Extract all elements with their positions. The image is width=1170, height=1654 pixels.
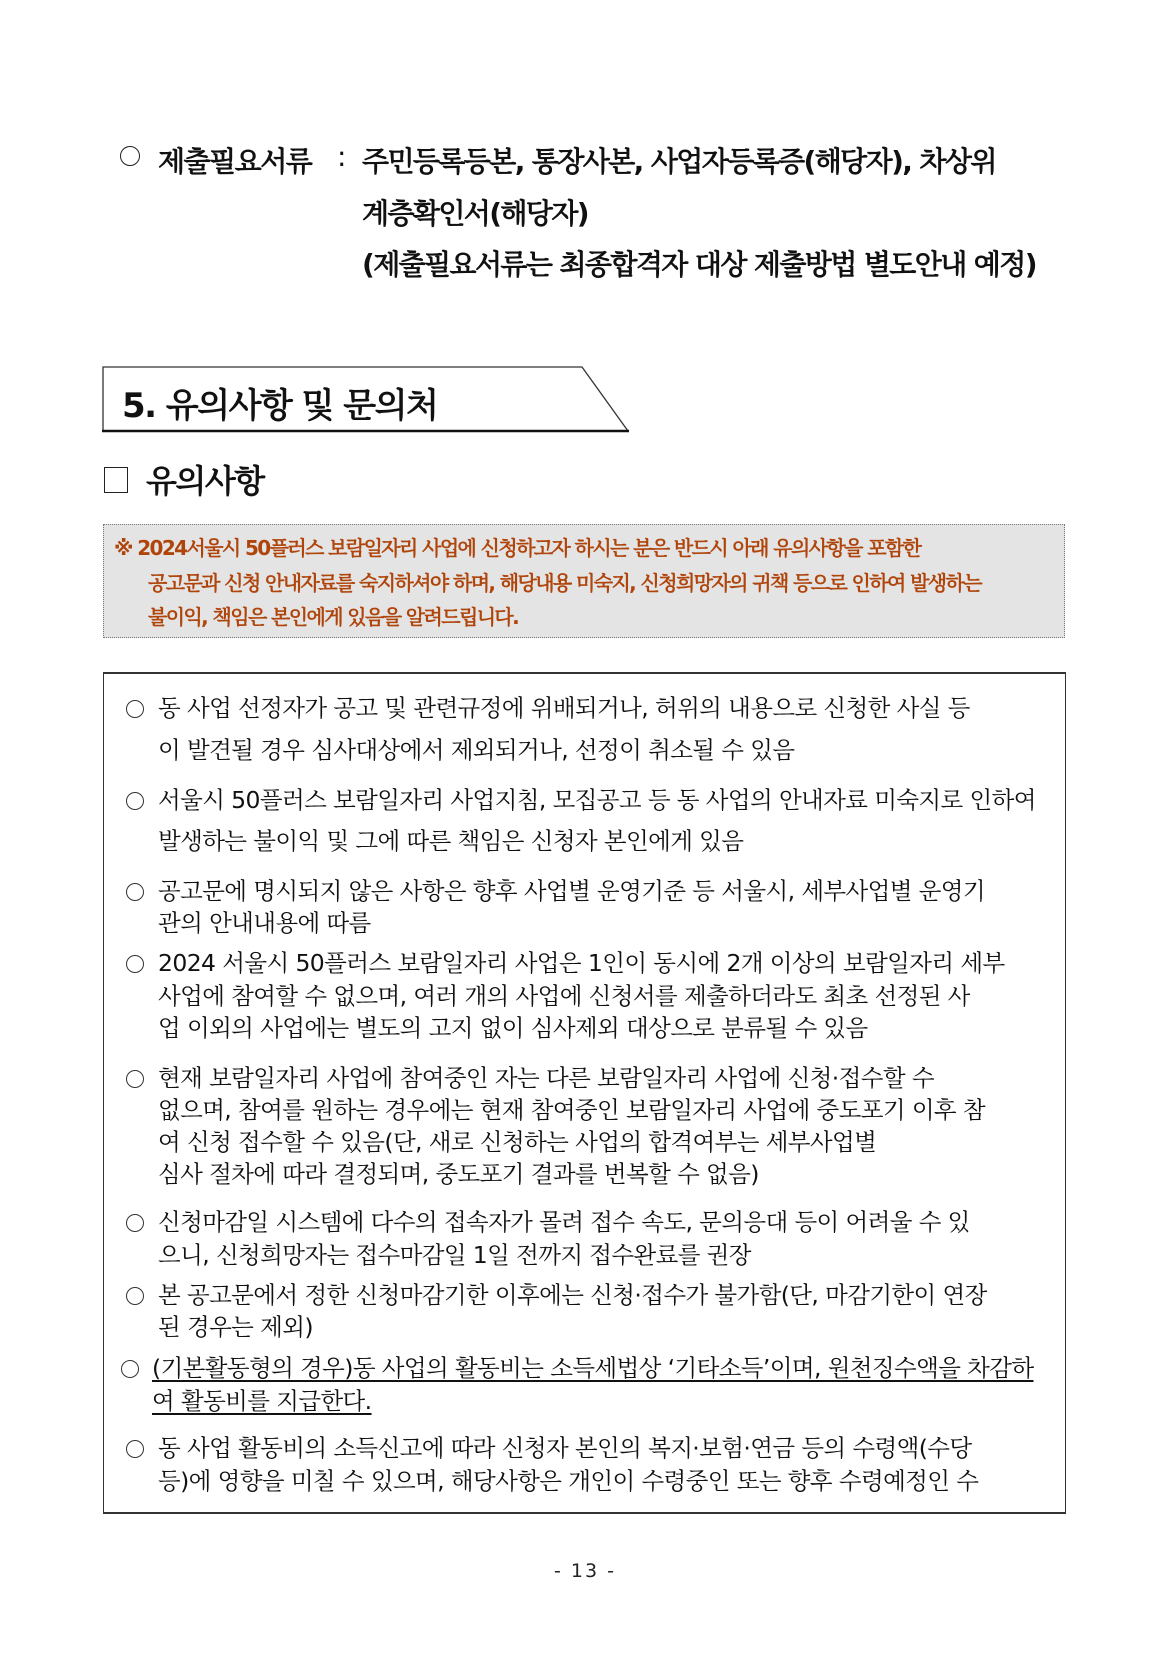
page-number: - 13 - [554, 1560, 616, 1582]
item-text: 여 신청 접수할 수 있음(단, 새로 신청하는 사업의 합격여부는 세부사업별 [158, 1128, 877, 1156]
circle-bullet-icon [126, 1440, 144, 1458]
square-bullet-icon [104, 467, 128, 493]
item-text: 현재 보람일자리 사업에 참여중인 자는 다른 보람일자리 사업에 신청·접수할 수 [158, 1064, 934, 1092]
circle-bullet-icon [121, 1360, 139, 1378]
required-docs-line-2: 계층확인서(해당자) [362, 197, 588, 230]
item-text: 사업에 참여할 수 없으며, 여러 개의 사업에 신청서를 제출하더라도 최초 선정된 사 [158, 982, 970, 1010]
notice-line-3: 불이익, 책임은 본인에게 있음을 알려드립니다. [148, 605, 519, 629]
circle-bullet-icon [126, 1214, 144, 1232]
required-docs-colon: : [337, 140, 347, 173]
circle-bullet-icon [126, 955, 144, 973]
item-text: 서울시 50플러스 보람일자리 사업지침, 모집공고 등 동 사업의 안내자료 미숙지로 인하여 [158, 786, 1036, 814]
item-text: 발생하는 불이익 및 그에 따른 책임은 신청자 본인에게 있음 [158, 827, 744, 855]
notice-line-1: ※ 2024서울시 50플러스 보람일자리 사업에 신청하고자 하시는 분은 반드시 아래 유의사항을 포함한 [114, 536, 921, 560]
item-text: 2024 서울시 50플러스 보람일자리 사업은 1인이 동시에 2개 이상의 보람일자리 세부 [158, 949, 1005, 977]
item-text: 여 활동비를 지급한다. [152, 1387, 372, 1415]
item-text: 관의 안내내용에 따름 [158, 909, 371, 937]
required-docs-line-1: 주민등록등본, 통장사본, 사업자등록증(해당자), 차상위 [362, 145, 996, 178]
subsection-title: 유의사항 [146, 462, 264, 500]
notice-box [103, 524, 1065, 638]
notice-line-2: 공고문과 신청 안내자료를 숙지하셔야 하며, 해당내용 미숙지, 신청희망자의 귀책 등으로 인하여 발생하는 [148, 571, 981, 595]
section-heading [102, 366, 630, 432]
item-text: 본 공고문에서 정한 신청마감기한 이후에는 신청·접수가 불가함(단, 마감기한이 연장 [158, 1281, 987, 1309]
section-title: 5. 유의사항 및 문의처 [122, 386, 438, 426]
required-docs-note: (제출필요서류는 최종합격자 대상 제출방법 별도안내 예정) [362, 248, 1036, 281]
circle-bullet-icon [126, 883, 144, 901]
item-text: 없으며, 참여를 원하는 경우에는 현재 참여중인 보람일자리 사업에 중도포기 이후 참 [158, 1096, 986, 1124]
required-docs-label: 제출필요서류 [158, 145, 312, 178]
item-text: 으니, 신청희망자는 접수마감일 1일 전까지 접수완료를 권장 [158, 1241, 751, 1269]
circle-bullet-icon [126, 1070, 144, 1088]
item-text: 업 이외의 사업에는 별도의 고지 없이 심사제외 대상으로 분류될 수 있음 [158, 1014, 868, 1042]
item-text: 공고문에 명시되지 않은 사항은 향후 사업별 운영기준 등 서울시, 세부사업별 운영기 [158, 877, 986, 905]
item-text: 된 경우는 제외) [158, 1313, 313, 1341]
circle-bullet-icon [126, 700, 144, 718]
item-text: 이 발견될 경우 심사대상에서 제외되거나, 선정이 취소될 수 있음 [158, 736, 795, 764]
item-text: 등)에 영향을 미칠 수 있으며, 해당사항은 개인이 수령중인 또는 향후 수령예정인 수 [158, 1467, 979, 1495]
circle-bullet-icon [126, 792, 144, 810]
item-text: (기본활동형의 경우)동 사업의 활동비는 소득세법상 ‘기타소득’이며, 원천징수액을 차감하 [152, 1354, 1034, 1382]
item-text: 동 사업 선정자가 공고 및 관련규정에 위배되거나, 허위의 내용으로 신청한 사실 등 [158, 694, 970, 722]
circle-bullet-icon [126, 1287, 144, 1305]
item-text: 심사 절차에 따라 결정되며, 중도포기 결과를 번복할 수 없음) [158, 1160, 759, 1188]
circle-bullet-icon [120, 146, 140, 166]
item-text: 동 사업 활동비의 소득신고에 따라 신청자 본인의 복지·보험·연금 등의 수령액(수당 [158, 1434, 972, 1462]
item-text: 신청마감일 시스템에 다수의 접속자가 몰려 접수 속도, 문의응대 등이 어려울 수 있 [158, 1208, 970, 1236]
